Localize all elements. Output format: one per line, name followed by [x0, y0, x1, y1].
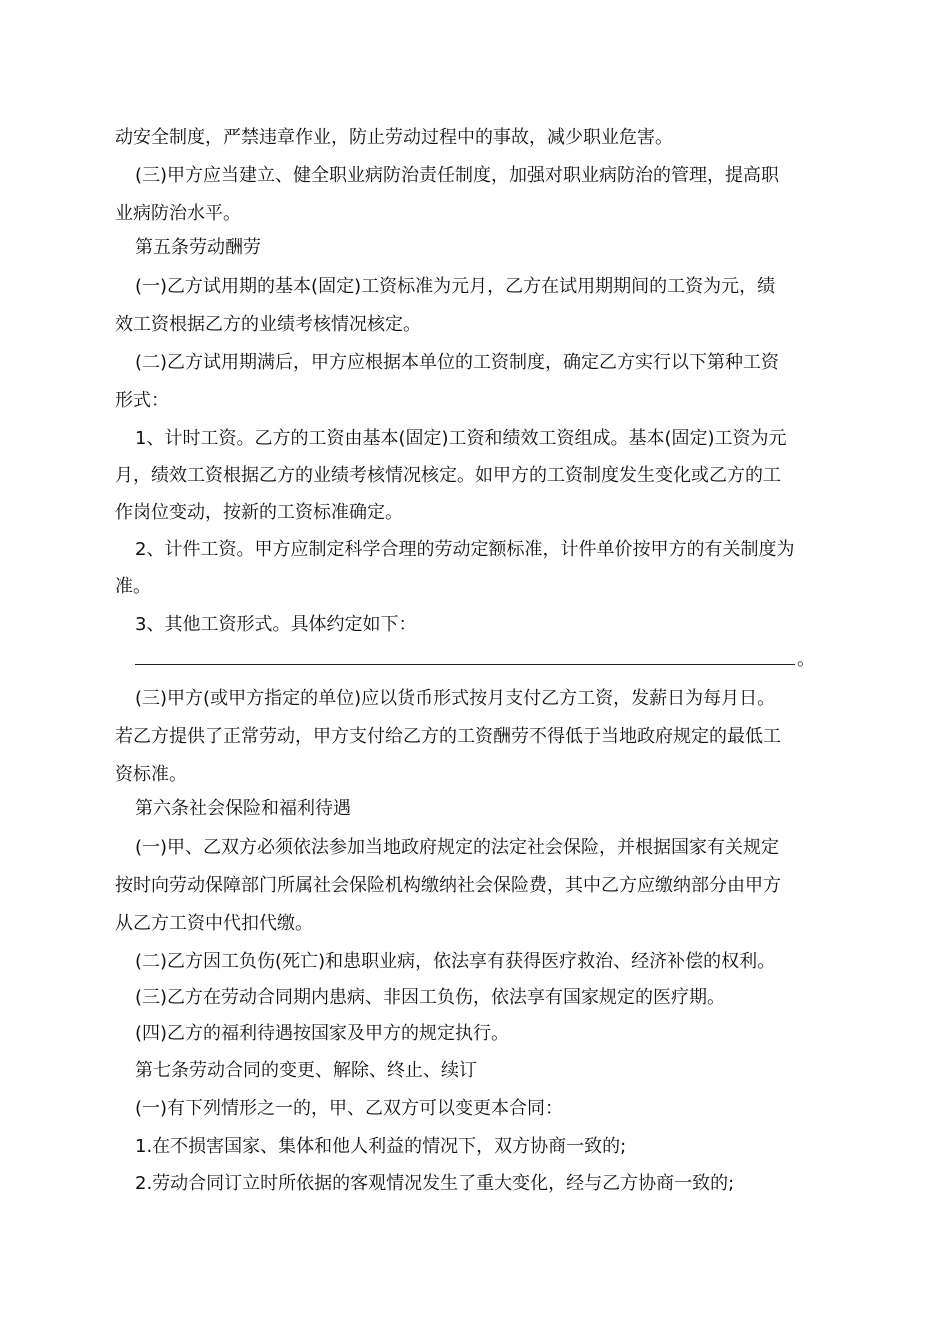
paragraph-line: 资标准。: [115, 764, 187, 785]
paragraph-line: 作岗位变动，按新的工资标准确定。: [115, 502, 403, 523]
section-heading: 第五条劳动酬劳: [135, 237, 261, 258]
paragraph-line: 若乙方提供了正常劳动，甲方支付给乙方的工资酬劳不得低于当地政府规定的最低工: [115, 726, 781, 747]
fill-in-blank-line: [135, 664, 795, 665]
section-heading: 第七条劳动合同的变更、解除、终止、续订: [135, 1060, 477, 1081]
paragraph-line: 3、其他工资形式。具体约定如下：: [135, 614, 417, 635]
paragraph-line: 从乙方工资中代扣代缴。: [115, 913, 313, 934]
paragraph-line: (三)乙方在劳动合同期内患病、非因工负伤，依法享有国家规定的医疗期。: [135, 987, 726, 1008]
paragraph-line: (三)甲方(或甲方指定的单位)应以货币形式按月支付乙方工资，发薪日为每月日。: [135, 688, 776, 709]
paragraph-line: (一)乙方试用期的基本(固定)工资标准为元月，乙方在试用期期间的工资为元，绩: [135, 276, 776, 297]
paragraph-line: (二)乙方试用期满后，甲方应根据本单位的工资制度，确定乙方实行以下第种工资: [135, 352, 780, 373]
list-item: 1.在不损害国家、集体和他人利益的情况下，双方协商一致的;: [135, 1136, 627, 1157]
paragraph-line: (一)有下列情形之一的，甲、乙双方可以变更本合同：: [135, 1098, 564, 1119]
paragraph-line: 效工资根据乙方的业绩考核情况核定。: [115, 314, 421, 335]
paragraph-line: 形式：: [115, 390, 169, 411]
blank-line-period: 。: [797, 649, 815, 670]
section-heading: 第六条社会保险和福利待遇: [135, 798, 351, 819]
paragraph-line: 业病防治水平。: [115, 203, 241, 224]
paragraph-line: (一)甲、乙双方必须依法参加当地政府规定的法定社会保险，并根据国家有关规定: [135, 837, 780, 858]
paragraph-line: 月，绩效工资根据乙方的业绩考核情况核定。如甲方的工资制度发生变化或乙方的工: [115, 465, 781, 486]
paragraph-line: (三)甲方应当建立、健全职业病防治责任制度，加强对职业病防治的管理，提高职: [135, 165, 780, 186]
paragraph-line: 1、计时工资。乙方的工资由基本(固定)工资和绩效工资组成。基本(固定)工资为元: [135, 428, 787, 449]
paragraph-line: (四)乙方的福利待遇按国家及甲方的规定执行。: [135, 1023, 510, 1044]
paragraph-line: 准。: [115, 576, 151, 597]
paragraph-line: 按时向劳动保障部门所属社会保险机构缴纳社会保险费，其中乙方应缴纳部分由甲方: [115, 875, 781, 896]
list-item: 2.劳动合同订立时所依据的客观情况发生了重大变化，经与乙方协商一致的;: [135, 1173, 735, 1194]
paragraph-line: 2、计件工资。甲方应制定科学合理的劳动定额标准，计件单价按甲方的有关制度为: [135, 539, 795, 560]
paragraph-line: 动安全制度，严禁违章作业，防止劳动过程中的事故，减少职业危害。: [115, 127, 673, 148]
paragraph-line: (二)乙方因工负伤(死亡)和患职业病，依法享有获得医疗救治、经济补偿的权利。: [135, 951, 776, 972]
